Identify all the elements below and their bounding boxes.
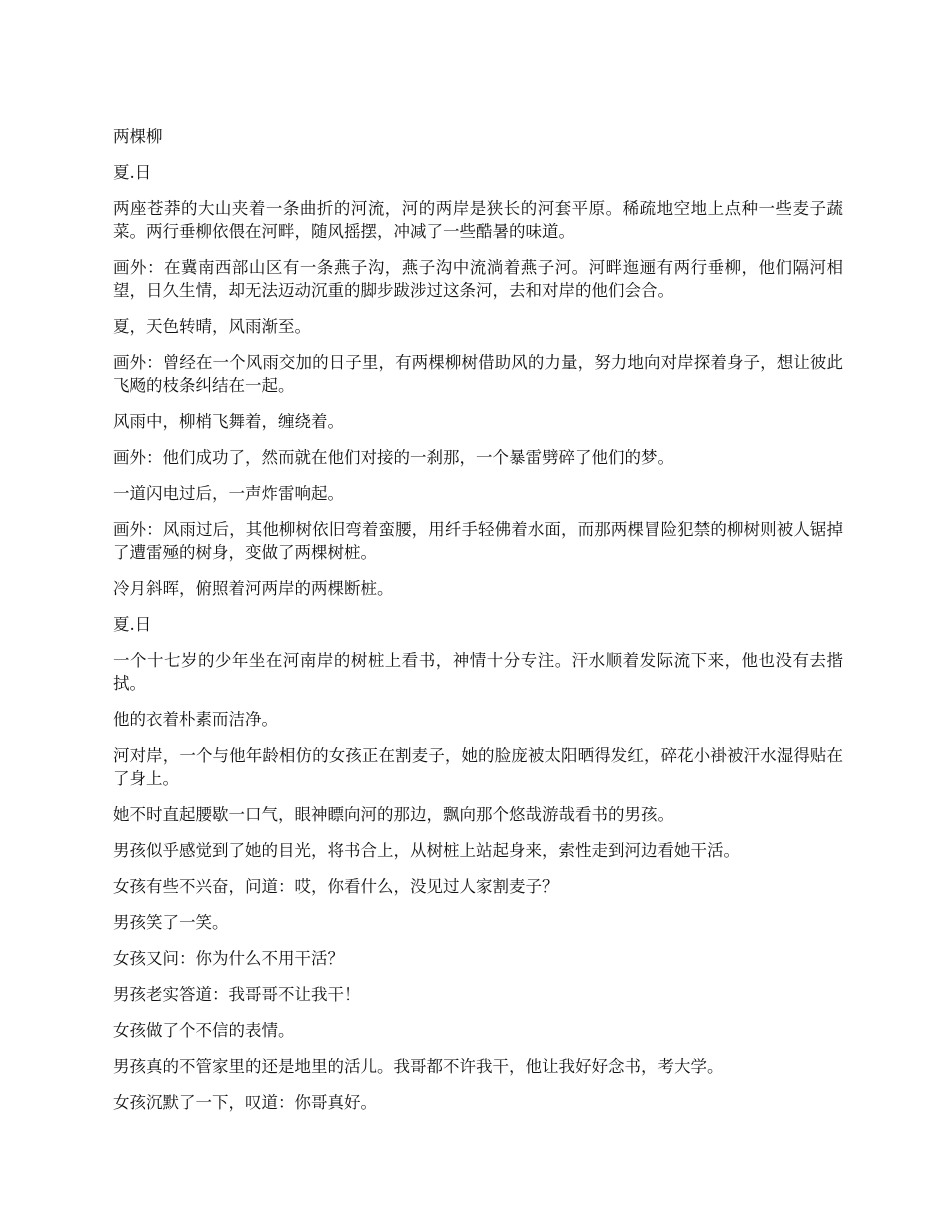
paragraph: 女孩做了个不信的表情。 — [113, 1021, 295, 1040]
paragraph: 画外：曾经在一个风雨交加的日子里，有两棵柳树借助风的力量，努力地向对岸探着身子，想让彼此飞飏的枝条纠结在一起。 — [113, 353, 843, 395]
paragraph: 男孩老实答道：我哥哥不让我干！ — [113, 985, 361, 1004]
paragraph: 女孩又问：你为什么不用干活？ — [113, 949, 344, 968]
paragraph: 男孩笑了一笑。 — [113, 913, 229, 932]
paragraph: 夏.日 — [113, 163, 152, 182]
paragraph: 河对岸，一个与他年龄相仿的女孩正在割麦子，她的脸庞被太阳晒得发红，碎花小褂被汗水湿得贴在了身上。 — [113, 746, 843, 788]
paragraph: 女孩有些不兴奋，问道：哎，你看什么，没见过人家割麦子？ — [113, 877, 559, 896]
paragraph: 他的衣着朴素而洁净。 — [113, 710, 278, 729]
paragraph: 男孩真的不管家里的还是地里的活儿。我哥都不许我干，他让我好好念书，考大学。 — [113, 1057, 724, 1076]
paragraph: 她不时直起腰歇一口气，眼神瞟向河的那边，飘向那个悠哉游哉看书的男孩。 — [113, 805, 674, 824]
paragraph: 夏，天色转晴，风雨渐至。 — [113, 317, 311, 336]
paragraph: 一道闪电过后，一声炸雷响起。 — [113, 484, 344, 503]
paragraph: 夏.日 — [113, 615, 152, 634]
paragraph: 画外：风雨过后，其他柳树依旧弯着蛮腰，用纤手轻佛着水面，而那两棵冒险犯禁的柳树则被人锯掉了遭雷殛的树身，变做了两棵树桩。 — [113, 520, 843, 562]
document-title: 两棵柳 — [113, 127, 163, 146]
paragraph: 画外：在冀南西部山区有一条燕子沟，燕子沟中流淌着燕子河。河畔迤逦有两行垂柳，他们隔河相望，日久生情，却无法迈动沉重的脚步跋涉过这条河，去和对岸的他们会合。 — [113, 258, 843, 300]
paragraph: 冷月斜晖，俯照着河两岸的两棵断桩。 — [113, 579, 394, 598]
paragraph: 两座苍莽的大山夹着一条曲折的河流，河的两岸是狭长的河套平原。稀疏地空地上点种一些麦子蔬菜。两行垂柳依偎在河畔，随风摇摆，冲减了一些酷暑的味道。 — [113, 199, 843, 241]
paragraph: 女孩沉默了一下，叹道：你哥真好。 — [113, 1093, 377, 1112]
paragraph: 风雨中，柳梢飞舞着，缠绕着。 — [113, 412, 344, 431]
document-body — [113, 161, 843, 1114]
document-page — [113, 125, 843, 1127]
paragraph: 画外：他们成功了，然而就在他们对接的一刹那，一个暴雷劈碎了他们的梦。 — [113, 448, 674, 467]
paragraph: 一个十七岁的少年坐在河南岸的树桩上看书，神情十分专注。汗水顺着发际流下来，他也没有去揩拭。 — [113, 651, 843, 693]
paragraph: 男孩似乎感觉到了她的目光，将书合上，从树桩上站起身来，索性走到河边看她干活。 — [113, 841, 740, 860]
